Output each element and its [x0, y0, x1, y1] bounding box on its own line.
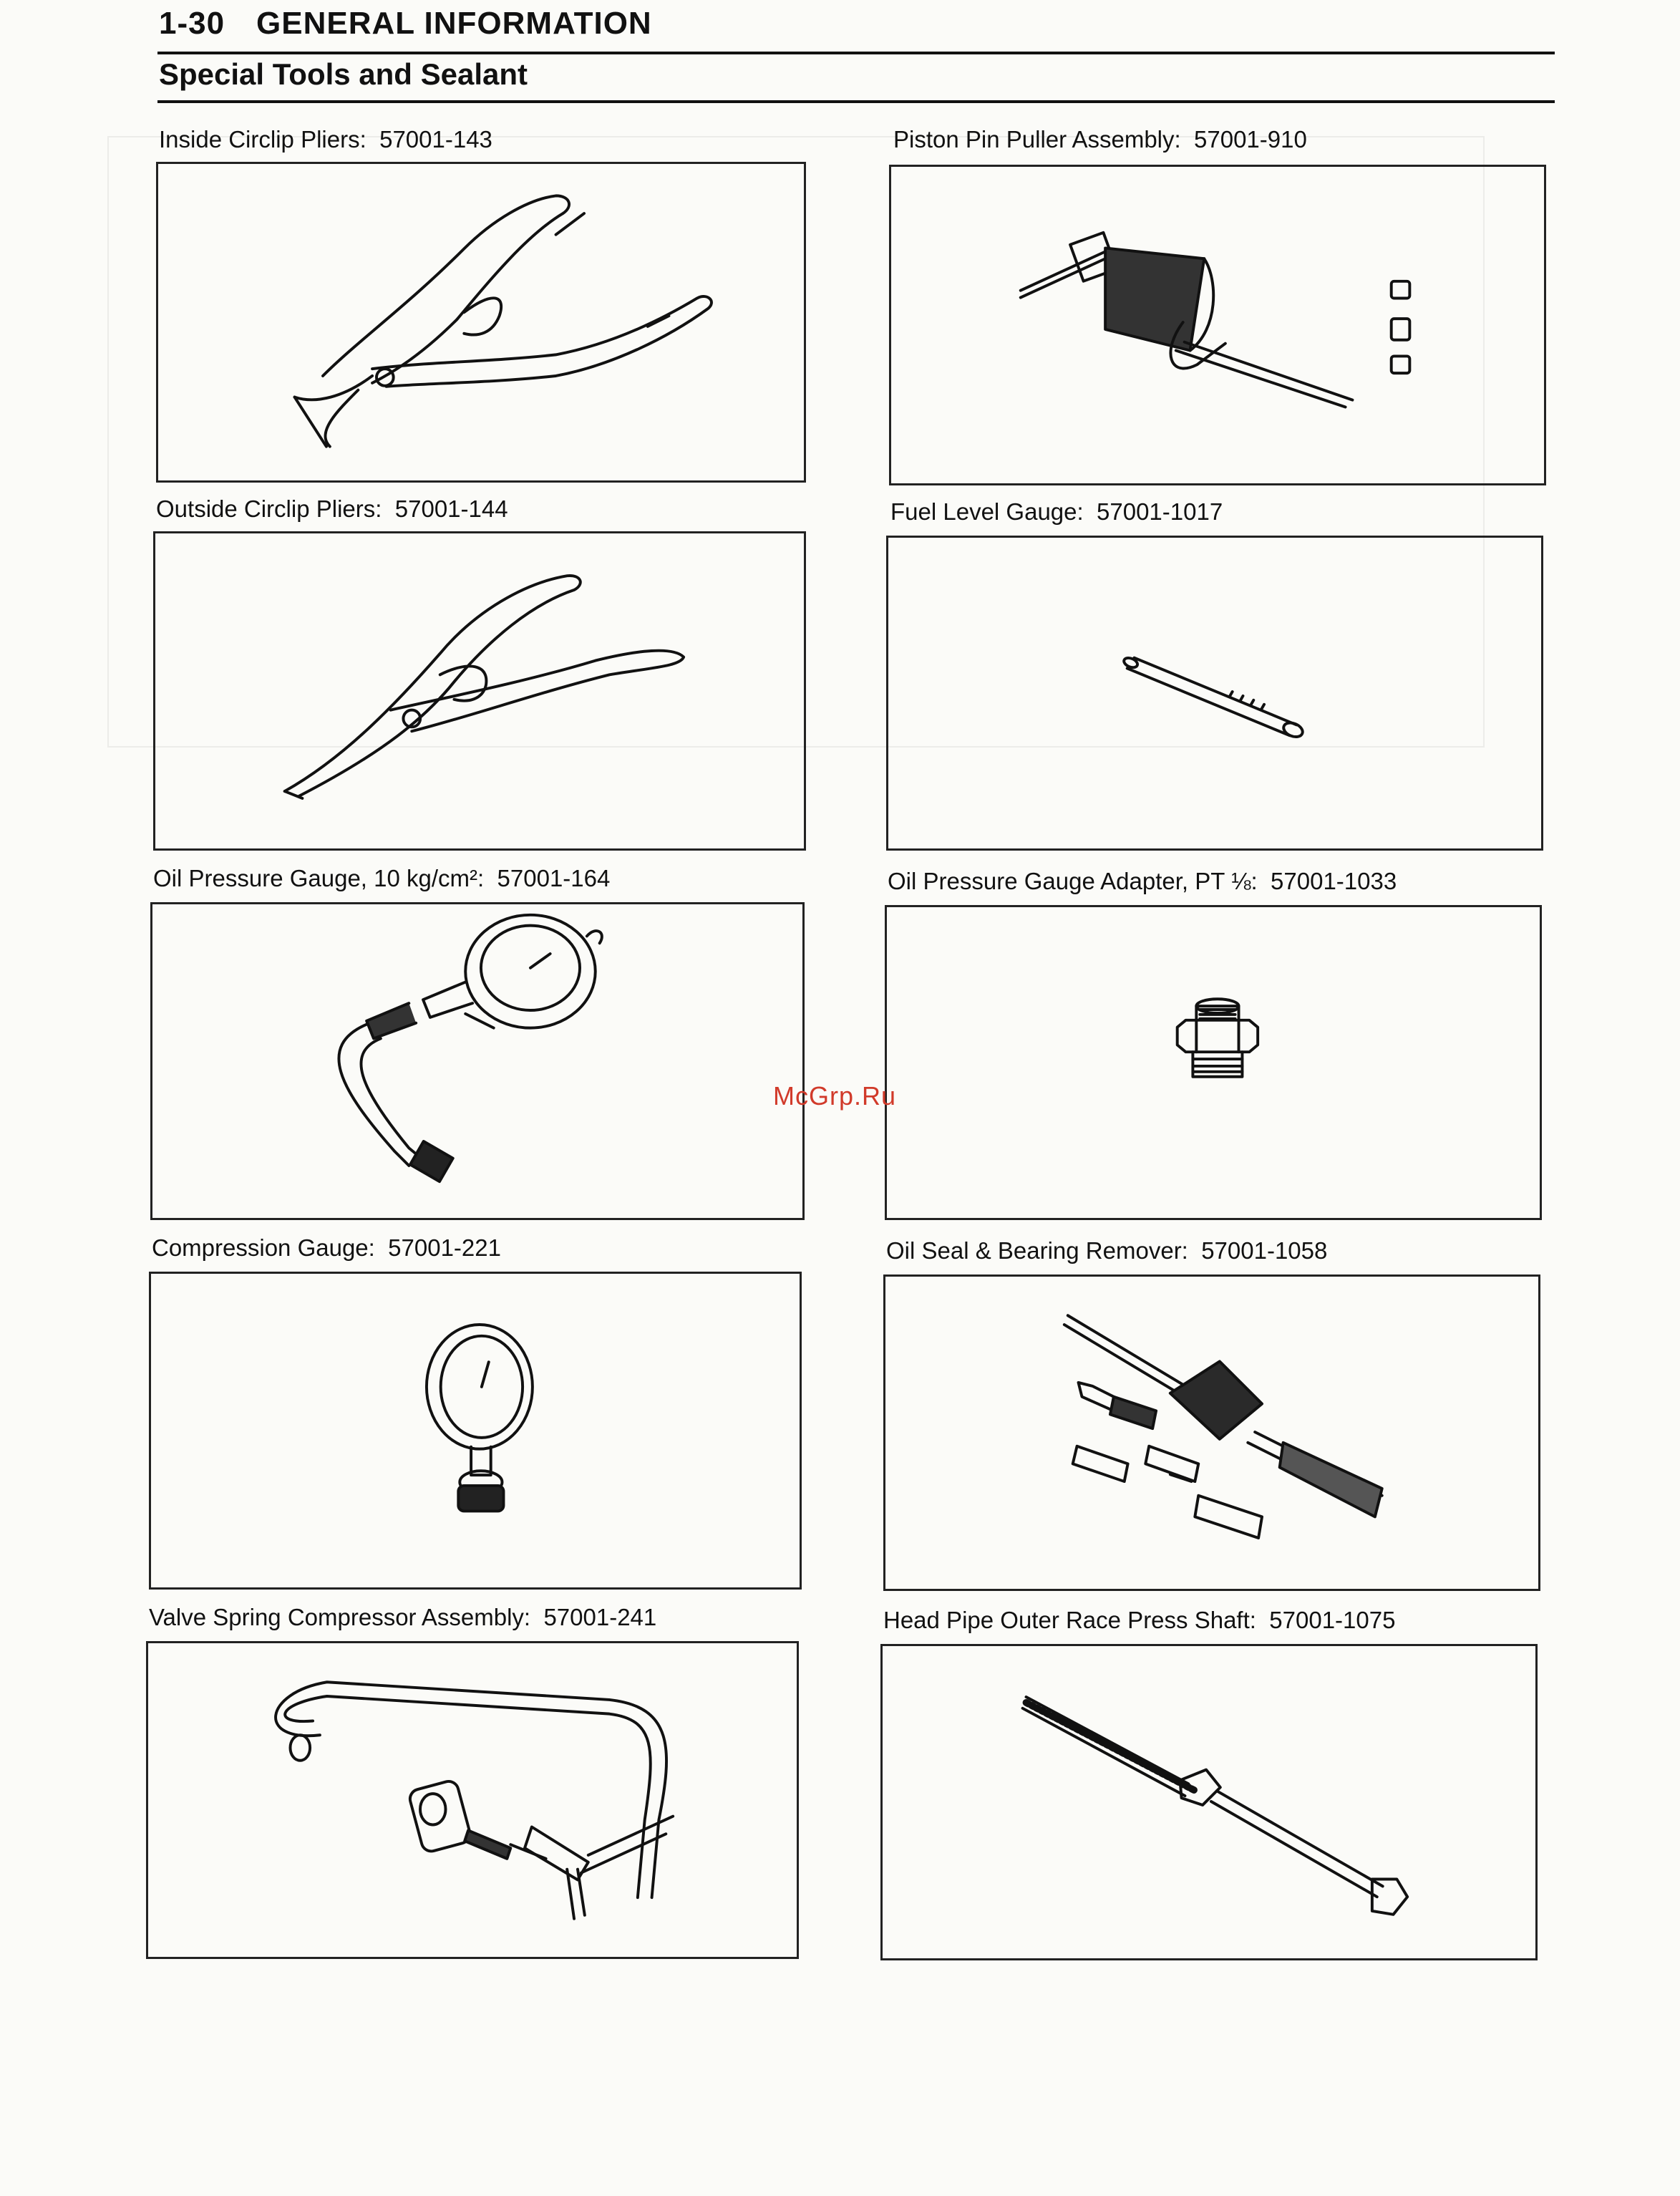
tool-figure-oil-pressure-gauge — [150, 902, 805, 1220]
compression-gauge-icon — [151, 1274, 800, 1587]
tool-part-number: 57001-1058 — [1201, 1237, 1328, 1264]
tool-caption-valve-spring-compressor — [149, 1604, 656, 1631]
tool-figure-inside-circlip-pliers — [156, 162, 806, 483]
tool-figure-compression-gauge — [149, 1272, 802, 1590]
page-number: 1-30 — [159, 6, 225, 41]
section-title: Special Tools and Sealant — [159, 57, 528, 91]
tool-caption-piston-pin-puller — [893, 126, 1307, 153]
valve-spring-compressor-icon — [148, 1643, 797, 1957]
tool-figure-fuel-level-gauge — [886, 536, 1543, 851]
tool-name: Piston Pin Puller Assembly: — [893, 126, 1181, 153]
watermark: McGrp.Ru — [773, 1081, 897, 1111]
tool-caption-outside-circlip-pliers — [156, 495, 508, 523]
tool-figure-gauge-adapter — [885, 905, 1542, 1220]
tool-name: Oil Pressure Gauge Adapter, PT ⅛: — [888, 868, 1258, 894]
tool-part-number: 57001-144 — [394, 495, 508, 522]
tool-caption-compression-gauge — [152, 1234, 501, 1262]
press-shaft-icon — [883, 1646, 1535, 1958]
tool-figure-oil-seal-bearing-remover — [883, 1274, 1540, 1591]
tool-name: Fuel Level Gauge: — [890, 498, 1084, 525]
tool-caption-oil-pressure-gauge — [153, 865, 610, 892]
gauge-adapter-icon — [887, 907, 1540, 1218]
tool-figure-press-shaft — [880, 1644, 1538, 1960]
outside-circlip-pliers-icon — [155, 533, 804, 848]
tool-caption-press-shaft — [883, 1607, 1395, 1634]
oil-seal-bearing-remover-icon — [885, 1277, 1538, 1589]
tool-name: Head Pipe Outer Race Press Shaft: — [883, 1607, 1256, 1633]
tool-name: Compression Gauge: — [152, 1234, 375, 1261]
tool-caption-fuel-level-gauge — [890, 498, 1223, 526]
tool-part-number: 57001-143 — [379, 126, 492, 153]
tool-part-number: 57001-910 — [1194, 126, 1307, 153]
tool-part-number: 57001-164 — [497, 865, 611, 891]
tool-name: Outside Circlip Pliers: — [156, 495, 382, 522]
tool-caption-inside-circlip-pliers — [159, 126, 492, 153]
fuel-level-gauge-icon — [888, 538, 1541, 848]
inside-circlip-pliers-icon — [158, 164, 804, 480]
tool-figure-piston-pin-puller — [889, 165, 1546, 485]
header-rule — [157, 52, 1555, 54]
tool-part-number: 57001-241 — [543, 1604, 657, 1630]
tool-name: Oil Pressure Gauge, 10 kg/cm²: — [153, 865, 485, 891]
tool-name: Valve Spring Compressor Assembly: — [149, 1604, 531, 1630]
tool-figure-valve-spring-compressor — [146, 1641, 799, 1959]
tool-caption-oil-seal-bearing-remover — [886, 1237, 1327, 1264]
section-rule — [157, 100, 1555, 103]
tool-part-number: 57001-1075 — [1269, 1607, 1396, 1633]
tool-caption-gauge-adapter — [888, 868, 1397, 895]
tool-part-number: 57001-221 — [388, 1234, 501, 1261]
piston-pin-puller-icon — [891, 167, 1544, 483]
chapter-title: GENERAL INFORMATION — [256, 6, 652, 41]
tool-figure-outside-circlip-pliers — [153, 531, 806, 851]
tool-part-number: 57001-1017 — [1097, 498, 1223, 525]
tool-part-number: 57001-1033 — [1271, 868, 1397, 894]
oil-pressure-gauge-icon — [152, 904, 802, 1218]
tool-name: Oil Seal & Bearing Remover: — [886, 1237, 1188, 1264]
tool-name: Inside Circlip Pliers: — [159, 126, 366, 153]
